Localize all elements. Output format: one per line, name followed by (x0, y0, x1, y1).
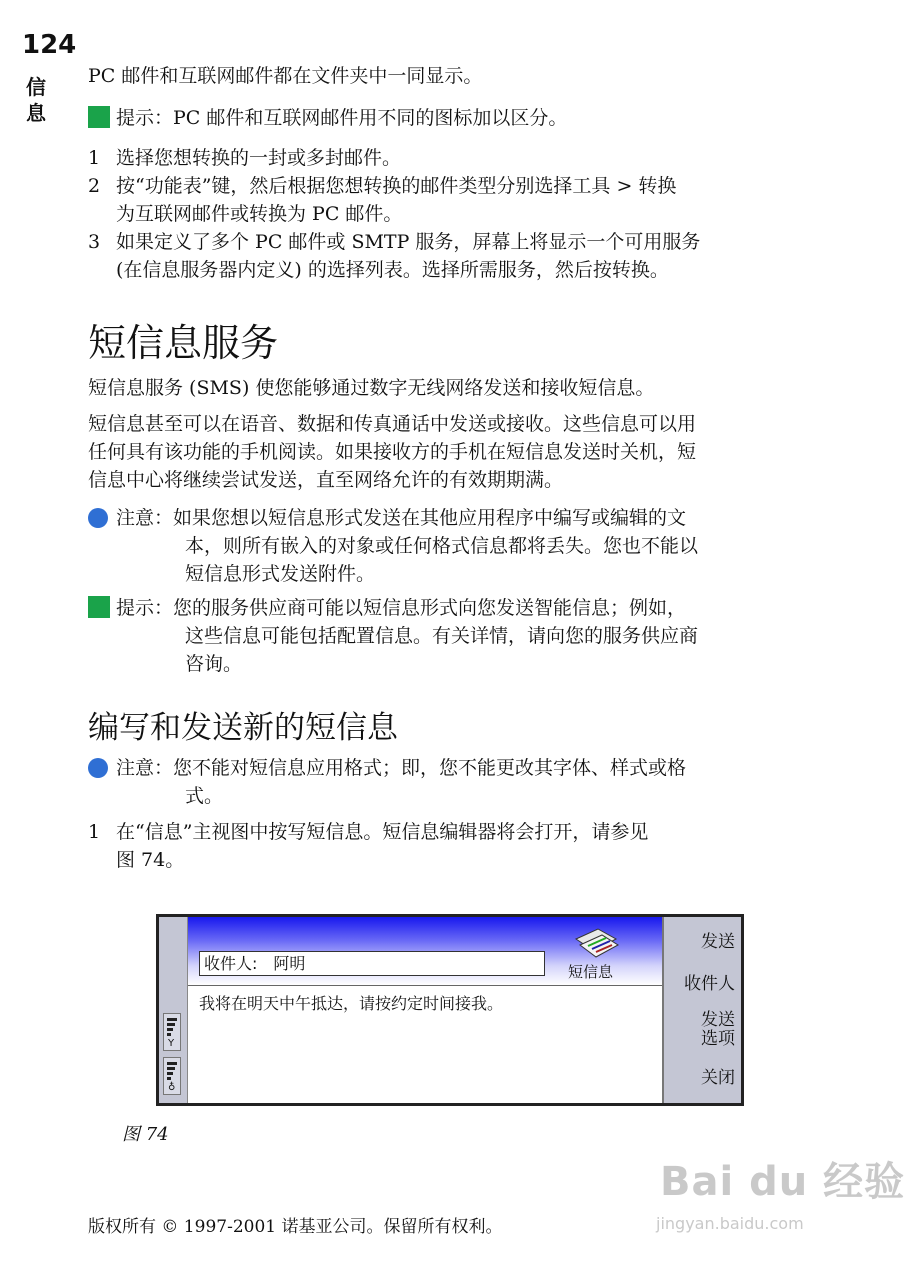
steps-list-2: 1 在“信息”主视图中按写短信息。短信息编辑器将会打开，请参见 图 74。 (88, 818, 648, 874)
copyright-footer: 版权所有 © 1997-2001 诺基亚公司。保留所有权利。 (88, 1217, 503, 1237)
send-button[interactable]: 发送 (701, 932, 735, 952)
list-item: 1 在“信息”主视图中按写短信息。短信息编辑器将会打开，请参见 (88, 821, 649, 843)
page-number: 124 (22, 30, 77, 60)
section-side-tab: 信 息 (26, 75, 46, 125)
sms-app-icon (572, 925, 620, 961)
steps-list-1: 1 选择您想转换的一封或多封邮件。 2 按“功能表”键，然后根据您想转换的邮件类型分别选择工具 > 转换 为互联网邮件或转换为 PC 邮件。 3 如果定义了多个 PC 邮件或 SMTP 服务，屏幕上将显示一个可用服务 (在信息服务器内定义) 的选择列表。选择所需服务，然后按转换。 (88, 144, 828, 284)
note-2: 注意：您不能对短信息应用格式；即，您不能更改其字体、样式或格 式。 (88, 754, 686, 810)
signal-strength-icon: Y (163, 1013, 181, 1051)
watermark-logo: Bai du 经验 (660, 1159, 906, 1205)
note-label: 注意： (116, 757, 174, 779)
tip-label: 提示： (116, 107, 174, 129)
command-button-area (662, 917, 741, 1103)
recipient-field[interactable]: 收件人: 阿明 (199, 951, 545, 976)
section-heading: 短信息服务 (88, 321, 279, 365)
intro-text: PC 邮件和互联网邮件都在文件夹中一同显示。 (88, 65, 483, 87)
battery-level-icon: ♁ (163, 1057, 181, 1095)
note-circle-icon (88, 508, 108, 528)
paragraph: 短信息服务 (SMS) 使您能够通过数字无线网络发送和接收短信息。 (88, 377, 655, 399)
note-label: 注意： (116, 507, 174, 529)
figure-caption: 图 74 (122, 1124, 169, 1145)
note-circle-icon (88, 758, 108, 778)
paragraph: 短信息甚至可以在语音、数据和传真通话中发送或接收。这些信息可以用 任何具有该功能的手机阅读。如果接收方的手机在短信息发送时关机，短 信息中心将继续尝试发送，直至网络允许的有效期期满。 (88, 413, 697, 491)
editor-header (188, 917, 664, 986)
status-pane (159, 917, 188, 1103)
sub-heading: 编写和发送新的短信息 (88, 710, 398, 746)
tip-square-icon (88, 106, 110, 128)
list-item: 3 如果定义了多个 PC 邮件或 SMTP 服务，屏幕上将显示一个可用服务 (88, 231, 701, 253)
tip-square-icon (88, 596, 110, 618)
list-item: 2 按“功能表”键，然后根据您想转换的邮件类型分别选择工具 > 转换 (88, 175, 677, 197)
tip-label: 提示： (116, 597, 174, 619)
tip-1 (88, 104, 567, 132)
app-label: 短信息 (568, 963, 614, 981)
send-options-button[interactable]: 发送 选项 (701, 1010, 735, 1049)
sms-editor-screenshot (156, 914, 744, 1106)
watermark-url: jingyan.baidu.com (656, 1214, 804, 1233)
tip-2: 提示：您的服务供应商可能以短信息形式向您发送智能信息；例如， 这些信息可能包括配置信息。有关详情，请向您的服务供应商 咨询。 (88, 594, 698, 678)
recipient-button[interactable]: 收件人 (684, 974, 735, 994)
message-text[interactable]: 我将在明天中午抵达，请按约定时间接我。 (199, 994, 504, 1013)
tip-text: PC 邮件和互联网邮件用不同的图标加以区分。 (173, 107, 568, 129)
close-button[interactable]: 关闭 (701, 1068, 735, 1088)
note-1: 注意：如果您想以短信息形式发送在其他应用程序中编写或编辑的文 本，则所有嵌入的对象或任何格式信息都将丢失。您也不能以 短信息形式发送附件。 (88, 504, 698, 588)
list-item: 1 选择您想转换的一封或多封邮件。 (88, 147, 402, 169)
